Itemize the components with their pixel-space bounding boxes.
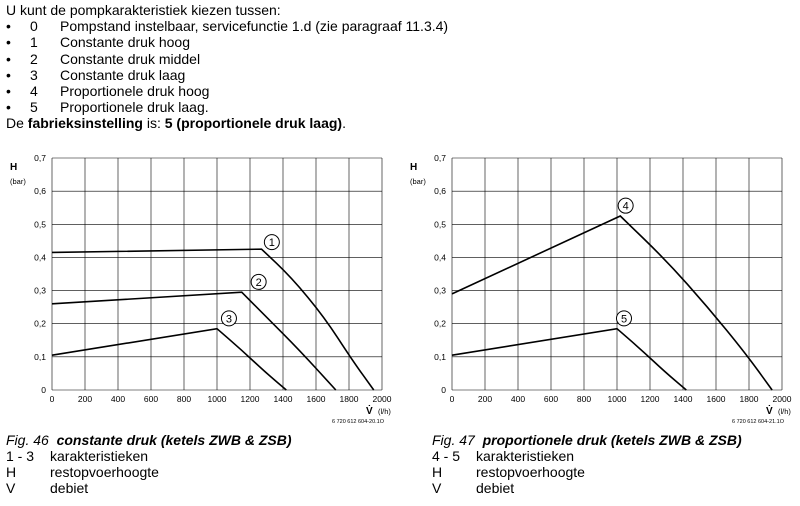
x-tick-label: 400	[510, 394, 526, 404]
y-tick-label: 0,7	[434, 153, 446, 163]
x-tick-label: 200	[77, 394, 93, 404]
option-item	[6, 67, 448, 83]
factory-value: 5 (proportionele druk laag)	[164, 115, 343, 132]
intro-line: U kunt de pompkarakteristiek kiezen tussen:	[6, 2, 281, 18]
caption-fig-46	[6, 432, 292, 496]
y-tick-label: 0,7	[34, 153, 46, 163]
bullet: •	[6, 18, 11, 35]
option-text: Constante druk laag	[60, 66, 186, 83]
x-tick-label: 800	[176, 394, 192, 404]
legend-text: karakteristieken	[476, 448, 575, 464]
y-tick-label: 0,2	[434, 318, 446, 329]
y-tick-label: 0,3	[34, 285, 46, 296]
option-number: 4	[30, 83, 38, 100]
option-number: 2	[30, 50, 38, 67]
legend-key: H	[432, 464, 443, 480]
curve-marker-label: 3	[225, 313, 233, 326]
option-text: Constante druk hoog	[60, 34, 190, 51]
bullet: •	[6, 34, 11, 51]
legend-row	[6, 464, 292, 480]
curve-1	[52, 249, 374, 390]
option-item	[6, 18, 448, 34]
option-text: Pompstand instelbaar, servicefunctie 1.d (zie paragraaf 11.3.4)	[60, 18, 449, 35]
legend-row	[6, 448, 292, 464]
figure-code: 6 720 612 604-21.1O	[732, 419, 784, 425]
option-item	[6, 99, 448, 115]
factory-end: .	[342, 115, 346, 132]
y-tick-label: 0,4	[34, 252, 46, 263]
y-tick-label: 0,1	[34, 351, 46, 362]
curve-marker-label: 2	[255, 276, 262, 289]
legend-row	[432, 448, 742, 464]
chart-proportional-pressure	[400, 150, 800, 434]
factory-setting-line	[6, 115, 448, 131]
x-tick-label: 600	[543, 394, 559, 404]
option-item	[6, 34, 448, 50]
curve-3	[52, 329, 286, 390]
legend-key: H	[6, 464, 17, 480]
option-number: 1	[30, 34, 38, 51]
x-tick-label: 1400	[273, 394, 293, 404]
legend-text: restopvoerhoogte	[50, 464, 159, 480]
legend-text: debiet	[476, 480, 515, 496]
fig-number: Fig. 46	[6, 432, 49, 448]
curve-2	[52, 292, 336, 390]
x-tick-label: 0	[449, 394, 455, 404]
x-tick-label: 1200	[640, 394, 660, 404]
x-tick-label: 1000	[207, 394, 227, 404]
x-tick-label: 1400	[673, 394, 693, 404]
option-number: 5	[30, 99, 38, 116]
y-tick-label: 0,1	[434, 351, 446, 362]
y-tick-label: 0,5	[434, 219, 446, 230]
x-tick-label: 1600	[706, 394, 726, 404]
chart-constant-pressure	[0, 150, 400, 434]
legend-row	[432, 480, 742, 496]
x-axis-label: V̇	[766, 406, 773, 417]
x-axis-unit: (l/h)	[378, 407, 391, 416]
x-tick-label: 1600	[306, 394, 326, 404]
legend-row	[432, 464, 742, 480]
curve-marker-label: 5	[620, 313, 628, 326]
fig-number: Fig. 47	[432, 432, 475, 448]
legend-key: 4 - 5	[432, 448, 461, 464]
option-number: 3	[30, 66, 38, 83]
curve-4	[452, 216, 772, 390]
fig-title: proportionele druk (ketels ZWB & ZSB)	[482, 432, 742, 448]
y-tick-label: 0,6	[434, 186, 446, 197]
x-tick-label: 1800	[739, 394, 759, 404]
caption-title	[432, 432, 742, 448]
x-tick-label: 1800	[339, 394, 359, 404]
x-tick-label: 2000	[772, 394, 792, 404]
factory-label: fabrieksinstelling	[27, 115, 143, 132]
bullet: •	[6, 99, 11, 116]
x-tick-label: 600	[143, 394, 159, 404]
figure-47	[400, 150, 800, 434]
y-tick-label: 0,5	[34, 219, 46, 230]
y-tick-label: 0	[441, 385, 446, 395]
option-item	[6, 51, 448, 67]
bullet: •	[6, 66, 11, 83]
intro-text	[6, 2, 448, 132]
x-tick-label: 1000	[607, 394, 627, 404]
y-tick-label: 0,2	[34, 318, 46, 329]
y-axis-label: H	[410, 162, 418, 173]
curve-marker-label: 4	[622, 200, 629, 213]
caption-fig-47	[432, 432, 742, 496]
legend-text: restopvoerhoogte	[476, 464, 585, 480]
factory-prefix: De	[6, 115, 28, 132]
legend-key: V	[432, 480, 442, 496]
y-axis-unit: (bar)	[410, 177, 426, 186]
bullet: •	[6, 83, 11, 100]
curve-5	[452, 329, 686, 390]
fig-title: constante druk (ketels ZWB & ZSB)	[56, 432, 292, 448]
option-text: Constante druk middel	[60, 50, 201, 67]
bullet: •	[6, 50, 11, 67]
option-text: Proportionele druk hoog	[60, 83, 210, 100]
y-tick-label: 0,6	[34, 186, 46, 197]
legend-text: debiet	[50, 480, 89, 496]
x-tick-label: 0	[49, 394, 55, 404]
legend-key: 1 - 3	[6, 448, 35, 464]
legend-text: karakteristieken	[50, 448, 149, 464]
y-tick-label: 0	[41, 385, 46, 395]
y-axis-label: H	[10, 162, 18, 173]
option-text: Proportionele druk laag.	[60, 99, 209, 116]
option-item	[6, 83, 448, 99]
figure-code: 6 720 612 604-20.1O	[332, 419, 384, 425]
legend-row	[6, 480, 292, 496]
x-tick-label: 800	[576, 394, 592, 404]
y-tick-label: 0,3	[434, 285, 446, 296]
curve-marker-label: 1	[268, 237, 275, 250]
figure-46	[0, 150, 400, 434]
legend-key: V	[6, 480, 16, 496]
x-axis-unit: (l/h)	[778, 407, 791, 416]
x-tick-label: 2000	[372, 394, 392, 404]
x-axis-label: V̇	[366, 406, 373, 417]
factory-mid: is:	[142, 115, 165, 132]
x-tick-label: 400	[110, 394, 126, 404]
x-tick-label: 200	[477, 394, 493, 404]
y-tick-label: 0,4	[434, 252, 446, 263]
x-tick-label: 1200	[240, 394, 260, 404]
option-number: 0	[30, 18, 38, 35]
caption-title	[6, 432, 292, 448]
y-axis-unit: (bar)	[10, 177, 26, 186]
